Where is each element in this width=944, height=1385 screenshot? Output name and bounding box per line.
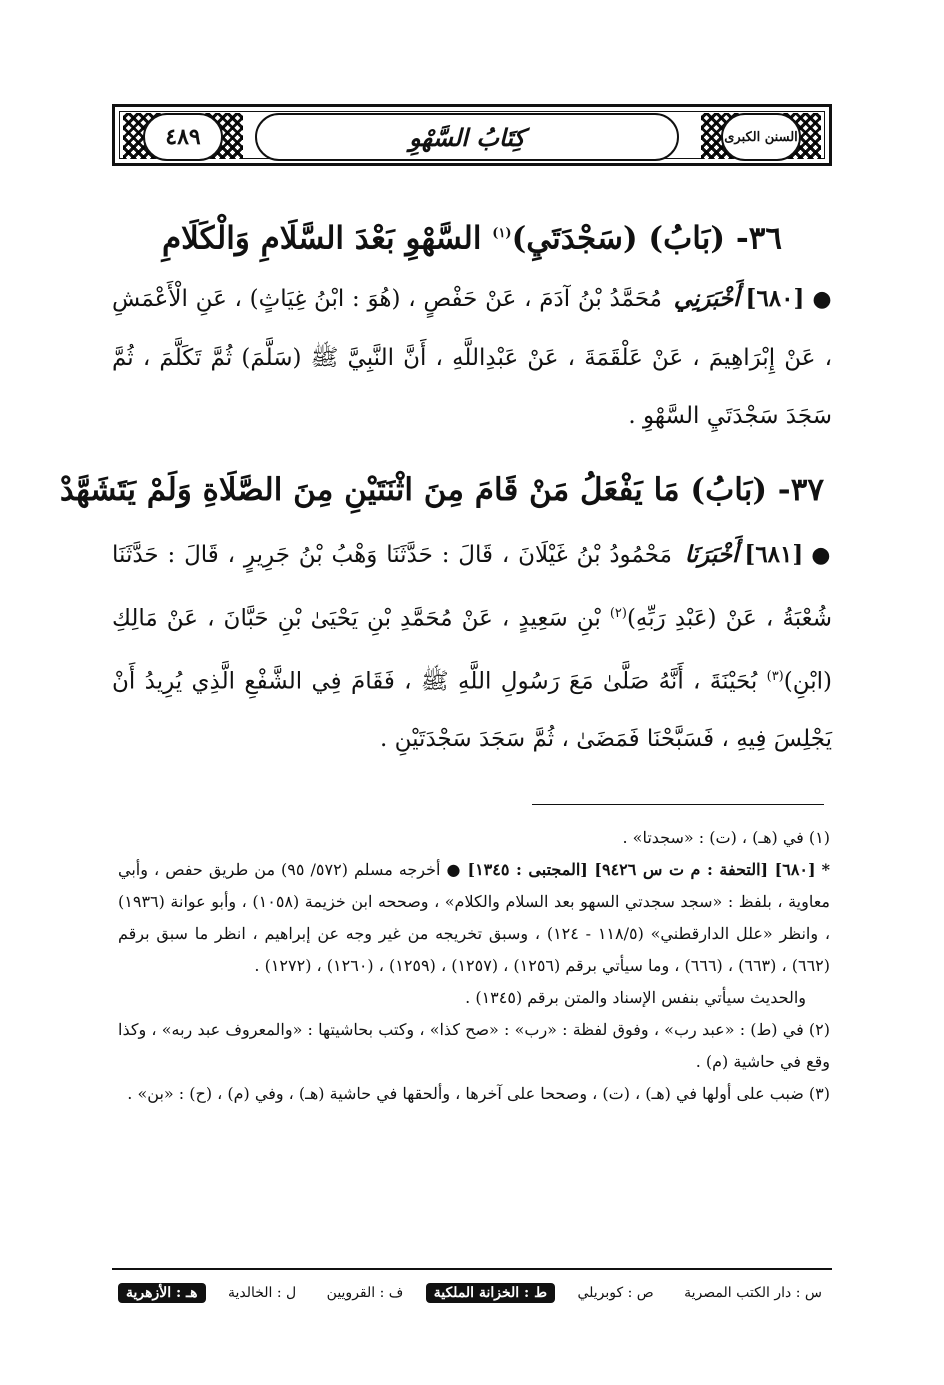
legend-item-ta: ط : الخزانة الملكية [426, 1283, 555, 1303]
takhrij-680 [118, 854, 830, 982]
chapter-36-title-main: ٣٦- (بَابُ) (سَجْدَتَيِ) [511, 220, 782, 257]
emblem-cartouche [721, 113, 801, 161]
legend-item-ha: هـ : الأزهرية [118, 1283, 206, 1303]
takhrij-reference: [٦٨٠] [التحفة : م ت س ٩٤٢٦] [المجتبى : ١٣٤٥] [467, 860, 816, 879]
footnote-ref-1[interactable]: (١) [492, 226, 512, 241]
takhrij-text: ● أخرجه مسلم (٥٧٢/ ٩٥) من طريق حفص ، وأبي معاوية ، بلفظ : «سجد سجدتي السهو بعد السلام والكلام» ، وصححه ابن خزيمة (١٠٥٨) ، وأبو عوانة (١٩٣٦) ، وانظر «علل الدارقطني» (١١٨/٥ - ١٢٤) ، وسبق تخريجه من غير وجه عن إبراهيم ، انظر ما سبق برقم (٦٦٢) ، (٦٦٣) ، (٦٦٦) ، وما سيأتي برقم (١٢٥٦) ، (١٢٥٧) ، (١٢٥٩) ، (١٢٦٠) ، (١٢٧٢) . [118, 860, 831, 975]
takhrij-note: والحديث سيأتي بنفس الإسناد والمتن برقم (١٣٤٥) . [465, 988, 806, 1007]
legend-item-fa: ف : القرويين [326, 1285, 404, 1301]
takhrij-asterisk-icon: * [821, 860, 830, 879]
footnote-3: (٣) ضبب على أولها في (هـ) ، (ت) ، وصححا على آخرها ، وألحقها في حاشية (هـ) ، وفي (م) ، (ح) : «بن» . [127, 1084, 830, 1103]
chapter-36-title-rest: السَّهْوِ بَعْدَ السَّلَامِ وَالْكَلَامِ [161, 220, 482, 257]
hadith-681 [112, 526, 832, 768]
footnotes [118, 822, 830, 1110]
emblem-text: السنن الكبرى [724, 129, 798, 145]
chapter-37-title [59, 468, 824, 512]
footnote-2: (٢) في (ط) : «عبد رب» ، وفوق لفظة : «رب» : «صح كذا» ، وكتب بحاشيتها : «والمعروف عبد ربه» ، وكذا وقع في حاشية (م) . [118, 1020, 830, 1071]
hadith-text-part-2: بْنِ سَعِيدٍ ، عَنْ مُحَمَّدِ بْنِ يَحْيَىٰ بْنِ حَبَّانَ ، عَنْ مَالِكِ (ابْنِ) [112, 605, 832, 695]
footnote-1: (١) في (هـ) ، (ت) : «سجدتا» . [622, 828, 830, 847]
footnote-ref-2[interactable]: (٢) [609, 606, 627, 621]
legend-item-s: س : دار الكتب المصرية [684, 1285, 822, 1301]
page-number-cartouche [143, 113, 223, 161]
bullet-icon: ● [811, 543, 833, 568]
page-number: ٤٨٩ [165, 124, 201, 150]
hadith-opening: أَخْبَرَنَا [684, 541, 739, 568]
hadith-text: مُحَمَّدُ بْنُ آدَمَ ، عَنْ حَفْصٍ ، (هُوَ : ابْنُ غِيَاثٍ) ، عَنِ الْأَعْمَشِ ، عَنْ إِبْرَاهِيمَ ، عَنْ عَلْقَمَةَ ، عَنْ عَبْدِاللَّهِ ، أَنَّ النَّبِيَّ ﷺ (سَلَّمَ) ثُمَّ تَكَلَّمَ ، ثُمَّ سَجَدَ سَجْدَتَيِ السَّهْوِ . [112, 286, 832, 429]
hadith-number: [٦٨١] [744, 541, 804, 568]
hadith-680 [112, 270, 832, 445]
chapter-36-title [120, 212, 824, 260]
manuscript-legend [118, 1278, 830, 1308]
chapter-37-title-text: ٣٧- (بَابُ) مَا يَفْعَلُ مَنْ قَامَ مِنَ اثْنَتَيْنِ مِنَ الصَّلَاةِ وَلَمْ يَتَشَهَّدْ [59, 472, 824, 508]
footnote-ref-3[interactable]: (٣) [766, 668, 784, 684]
hadith-text-part-3: بُحَيْنَةَ ، أَنَّهُ صَلَّىٰ مَعَ رَسُولِ اللَّهِ ﷺ ، فَقَامَ فِي الشَّفْعِ الَّذِي يُرِيدُ أَنْ يَجْلِسَ فِيهِ ، فَسَبَّحْنَا فَمَضَىٰ ، ثُمَّ سَجَدَ سَجْدَتَيْنِ . [112, 668, 832, 753]
hadith-text-part-1: مَحْمُودُ بْنُ غَيْلَانَ ، قَالَ : حَدَّثَنَا وَهْبُ بْنُ جَرِيرٍ ، قَالَ : حَدَّثَنَا شُعْبَةُ ، عَنْ (عَبْدِ رَبِّهِ) [112, 542, 833, 632]
footnote-divider [532, 804, 824, 805]
book-title: كِتَابُ السَّهْوِ [409, 122, 525, 152]
hadith-number: [٦٨٠] [745, 285, 805, 312]
legend-item-sad: ص : كوبريلي [577, 1285, 654, 1301]
book-title-cartouche [255, 113, 679, 161]
bullet-icon: ● [812, 287, 833, 312]
legend-item-lam: ل : الخالدية [227, 1285, 297, 1301]
hadith-opening: أَخْبَرَنِي [673, 285, 740, 312]
legend-rule [112, 1268, 832, 1270]
page-header [112, 104, 832, 166]
